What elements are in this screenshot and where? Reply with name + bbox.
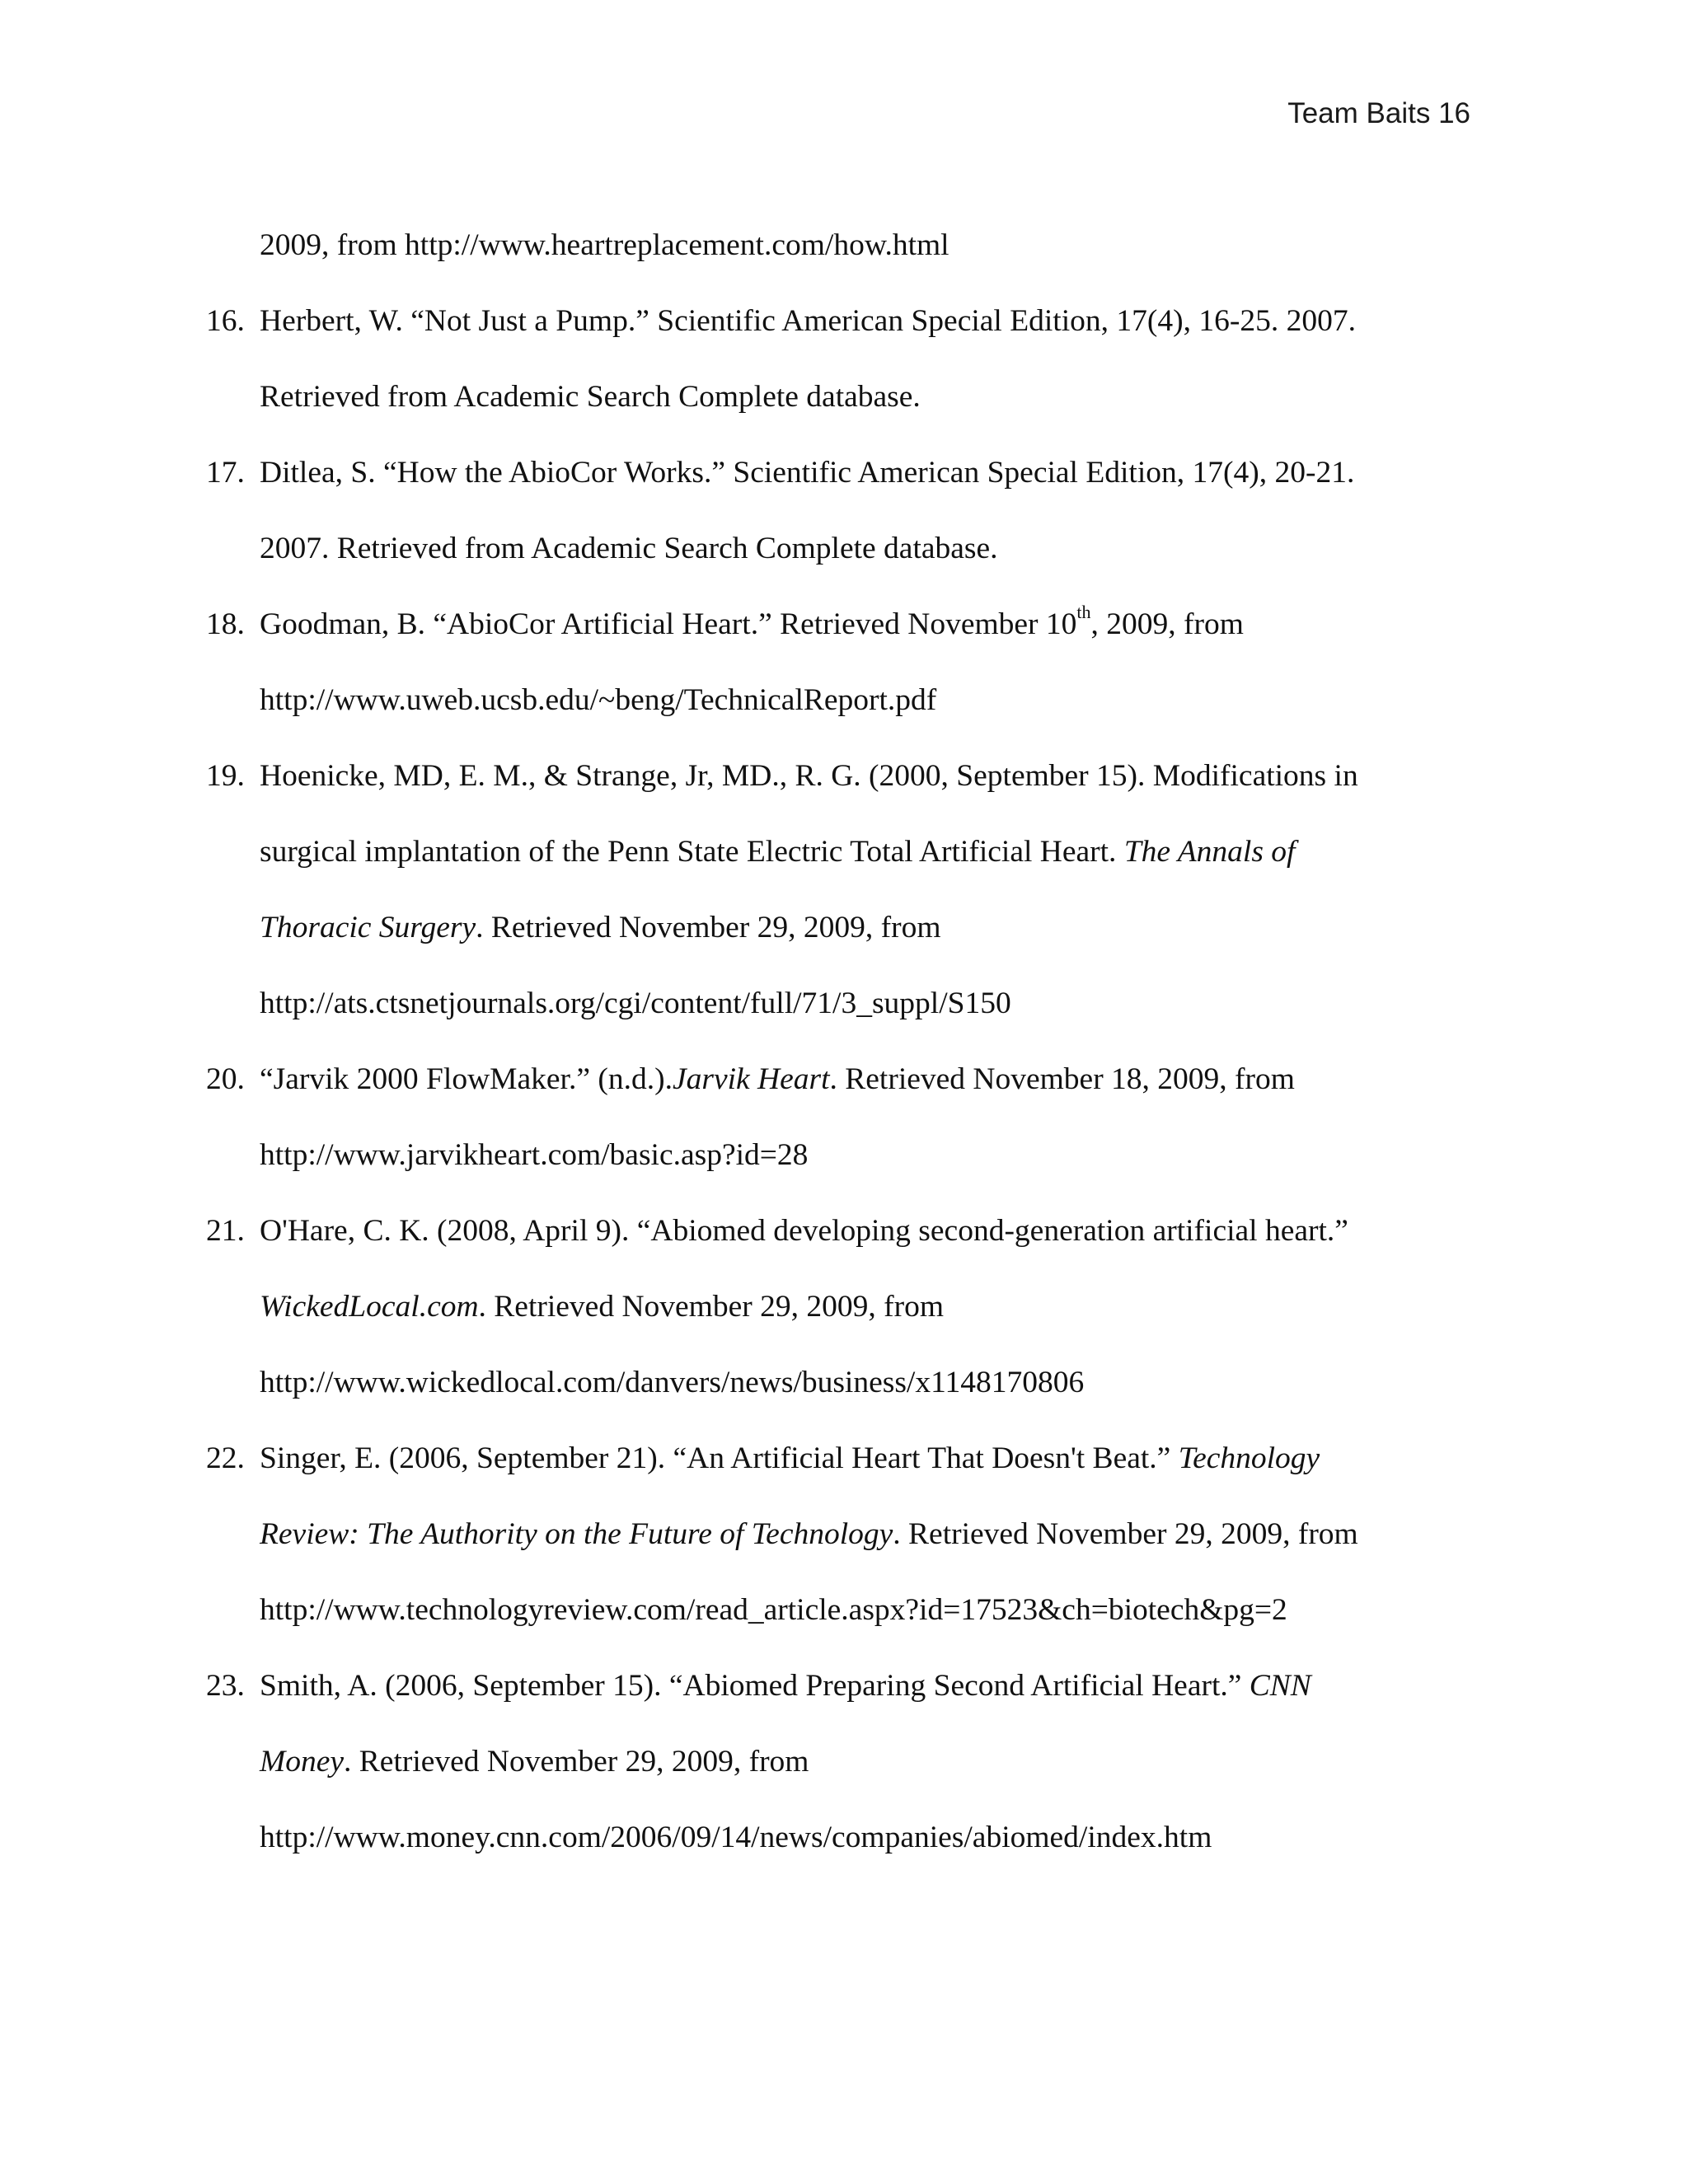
reference-number: 21. — [206, 1214, 245, 1248]
reference-21-line-2 — [206, 1269, 1475, 1345]
reference-url: http://www.uweb.ucsb.edu/~beng/TechnicalReport.pdf — [260, 683, 937, 717]
reference-23-line-2 — [206, 1724, 1475, 1800]
reference-url: http://ats.ctsnetjournals.org/cgi/content/full/71/3_suppl/S150 — [260, 987, 1011, 1020]
reference-19-line-4 — [206, 966, 1475, 1042]
reference-21 — [206, 1193, 1475, 1269]
reference-text: Singer, E. (2006, September 21). “An Artificial Heart That Doesn't Beat.” — [260, 1441, 1179, 1475]
reference-number: 22. — [206, 1441, 245, 1475]
reference-16-line-2 — [206, 359, 1475, 435]
reference-16 — [206, 284, 1475, 359]
reference-line: 2007. Retrieved from Academic Search Complete database. — [260, 532, 998, 565]
reference-17 — [206, 435, 1475, 511]
reference-number: 17. — [206, 456, 245, 490]
reference-number: 16. — [206, 304, 245, 338]
reference-url: http://www.money.cnn.com/2006/09/14/news/companies/abiomed/index.htm — [260, 1821, 1212, 1854]
reference-line: O'Hare, C. K. (2008, April 9). “Abiomed developing second-generation artificial heart.” — [260, 1214, 1348, 1248]
reference-text: Goodman, B. “AbioCor Artificial Heart.” Retrieved November 10 — [260, 607, 1077, 641]
reference-15-continuation — [206, 208, 1475, 284]
reference-number: 23. — [206, 1669, 245, 1703]
reference-text: . Retrieved November 29, 2009, from — [344, 1745, 809, 1779]
reference-line — [260, 1042, 1295, 1118]
reference-line — [260, 1421, 1320, 1497]
reference-text: “Jarvik 2000 FlowMaker.” (n.d.). — [260, 1062, 673, 1096]
reference-21-line-3 — [206, 1345, 1475, 1421]
reference-18 — [206, 587, 1475, 663]
reference-text: surgical implantation of the Penn State Electric Total Artificial Heart. — [260, 835, 1124, 869]
reference-line: Herbert, W. “Not Just a Pump.” Scientific American Special Edition, 17(4), 16-25. 2007. — [260, 304, 1356, 338]
reference-text: . Retrieved November 29, 2009, from — [893, 1517, 1358, 1551]
reference-number: 20. — [206, 1062, 245, 1096]
reference-url: http://www.technologyreview.com/read_article.aspx?id=17523&ch=biotech&pg=2 — [260, 1593, 1287, 1627]
reference-20 — [206, 1042, 1475, 1118]
ordinal-superscript: th — [1076, 601, 1091, 622]
reference-line — [260, 587, 1244, 663]
journal-title: The Annals of — [1123, 835, 1296, 869]
reference-text: , 2009, from — [1090, 607, 1244, 641]
source-title: CNN — [1249, 1669, 1311, 1703]
reference-text: . Retrieved November 29, 2009, from — [476, 911, 941, 944]
reference-list — [206, 208, 1475, 1876]
reference-url: http://www.wickedlocal.com/danvers/news/business/x1148170806 — [260, 1366, 1085, 1399]
reference-line: 2009, from http://www.heartreplacement.com/how.html — [260, 228, 950, 262]
reference-22-line-2 — [206, 1497, 1475, 1572]
reference-text: . Retrieved November 18, 2009, from — [829, 1062, 1295, 1096]
reference-line — [260, 1724, 809, 1800]
reference-line: Retrieved from Academic Search Complete database. — [260, 380, 921, 414]
reference-19 — [206, 738, 1475, 814]
reference-18-line-2 — [206, 663, 1475, 738]
reference-20-line-2 — [206, 1118, 1475, 1193]
reference-23-line-3 — [206, 1800, 1475, 1876]
reference-line: Ditlea, S. “How the AbioCor Works.” Scientific American Special Edition, 17(4), 20-21. — [260, 456, 1355, 490]
source-title: Money — [260, 1745, 345, 1779]
source-title: Technology — [1178, 1441, 1320, 1475]
reference-23 — [206, 1648, 1475, 1724]
reference-text: . Retrieved November 29, 2009, from — [478, 1290, 944, 1324]
reference-line — [260, 890, 941, 966]
reference-19-line-2 — [206, 814, 1475, 890]
reference-line — [260, 1269, 944, 1345]
reference-number: 18. — [206, 607, 245, 641]
source-title: WickedLocal.com — [260, 1290, 479, 1324]
reference-line: Hoenicke, MD, E. M., & Strange, Jr, MD., R. G. (2000, September 15). Modifications in — [260, 759, 1358, 793]
reference-22 — [206, 1421, 1475, 1497]
reference-line — [260, 814, 1295, 890]
reference-text: Smith, A. (2006, September 15). “Abiomed Preparing Second Artificial Heart.” — [260, 1669, 1250, 1703]
source-title: Review: The Authority on the Future of Technology — [260, 1517, 893, 1551]
reference-url: http://www.jarvikheart.com/basic.asp?id=28 — [260, 1138, 809, 1172]
reference-17-line-2 — [206, 511, 1475, 587]
reference-line — [260, 1648, 1311, 1724]
reference-22-line-3 — [206, 1572, 1475, 1648]
reference-number: 19. — [206, 759, 245, 793]
running-head: Team Baits 16 — [1287, 97, 1470, 129]
journal-title: Thoracic Surgery — [260, 911, 476, 944]
reference-19-line-3 — [206, 890, 1475, 966]
reference-line — [260, 1497, 1358, 1572]
source-title: Jarvik Heart — [672, 1062, 830, 1096]
